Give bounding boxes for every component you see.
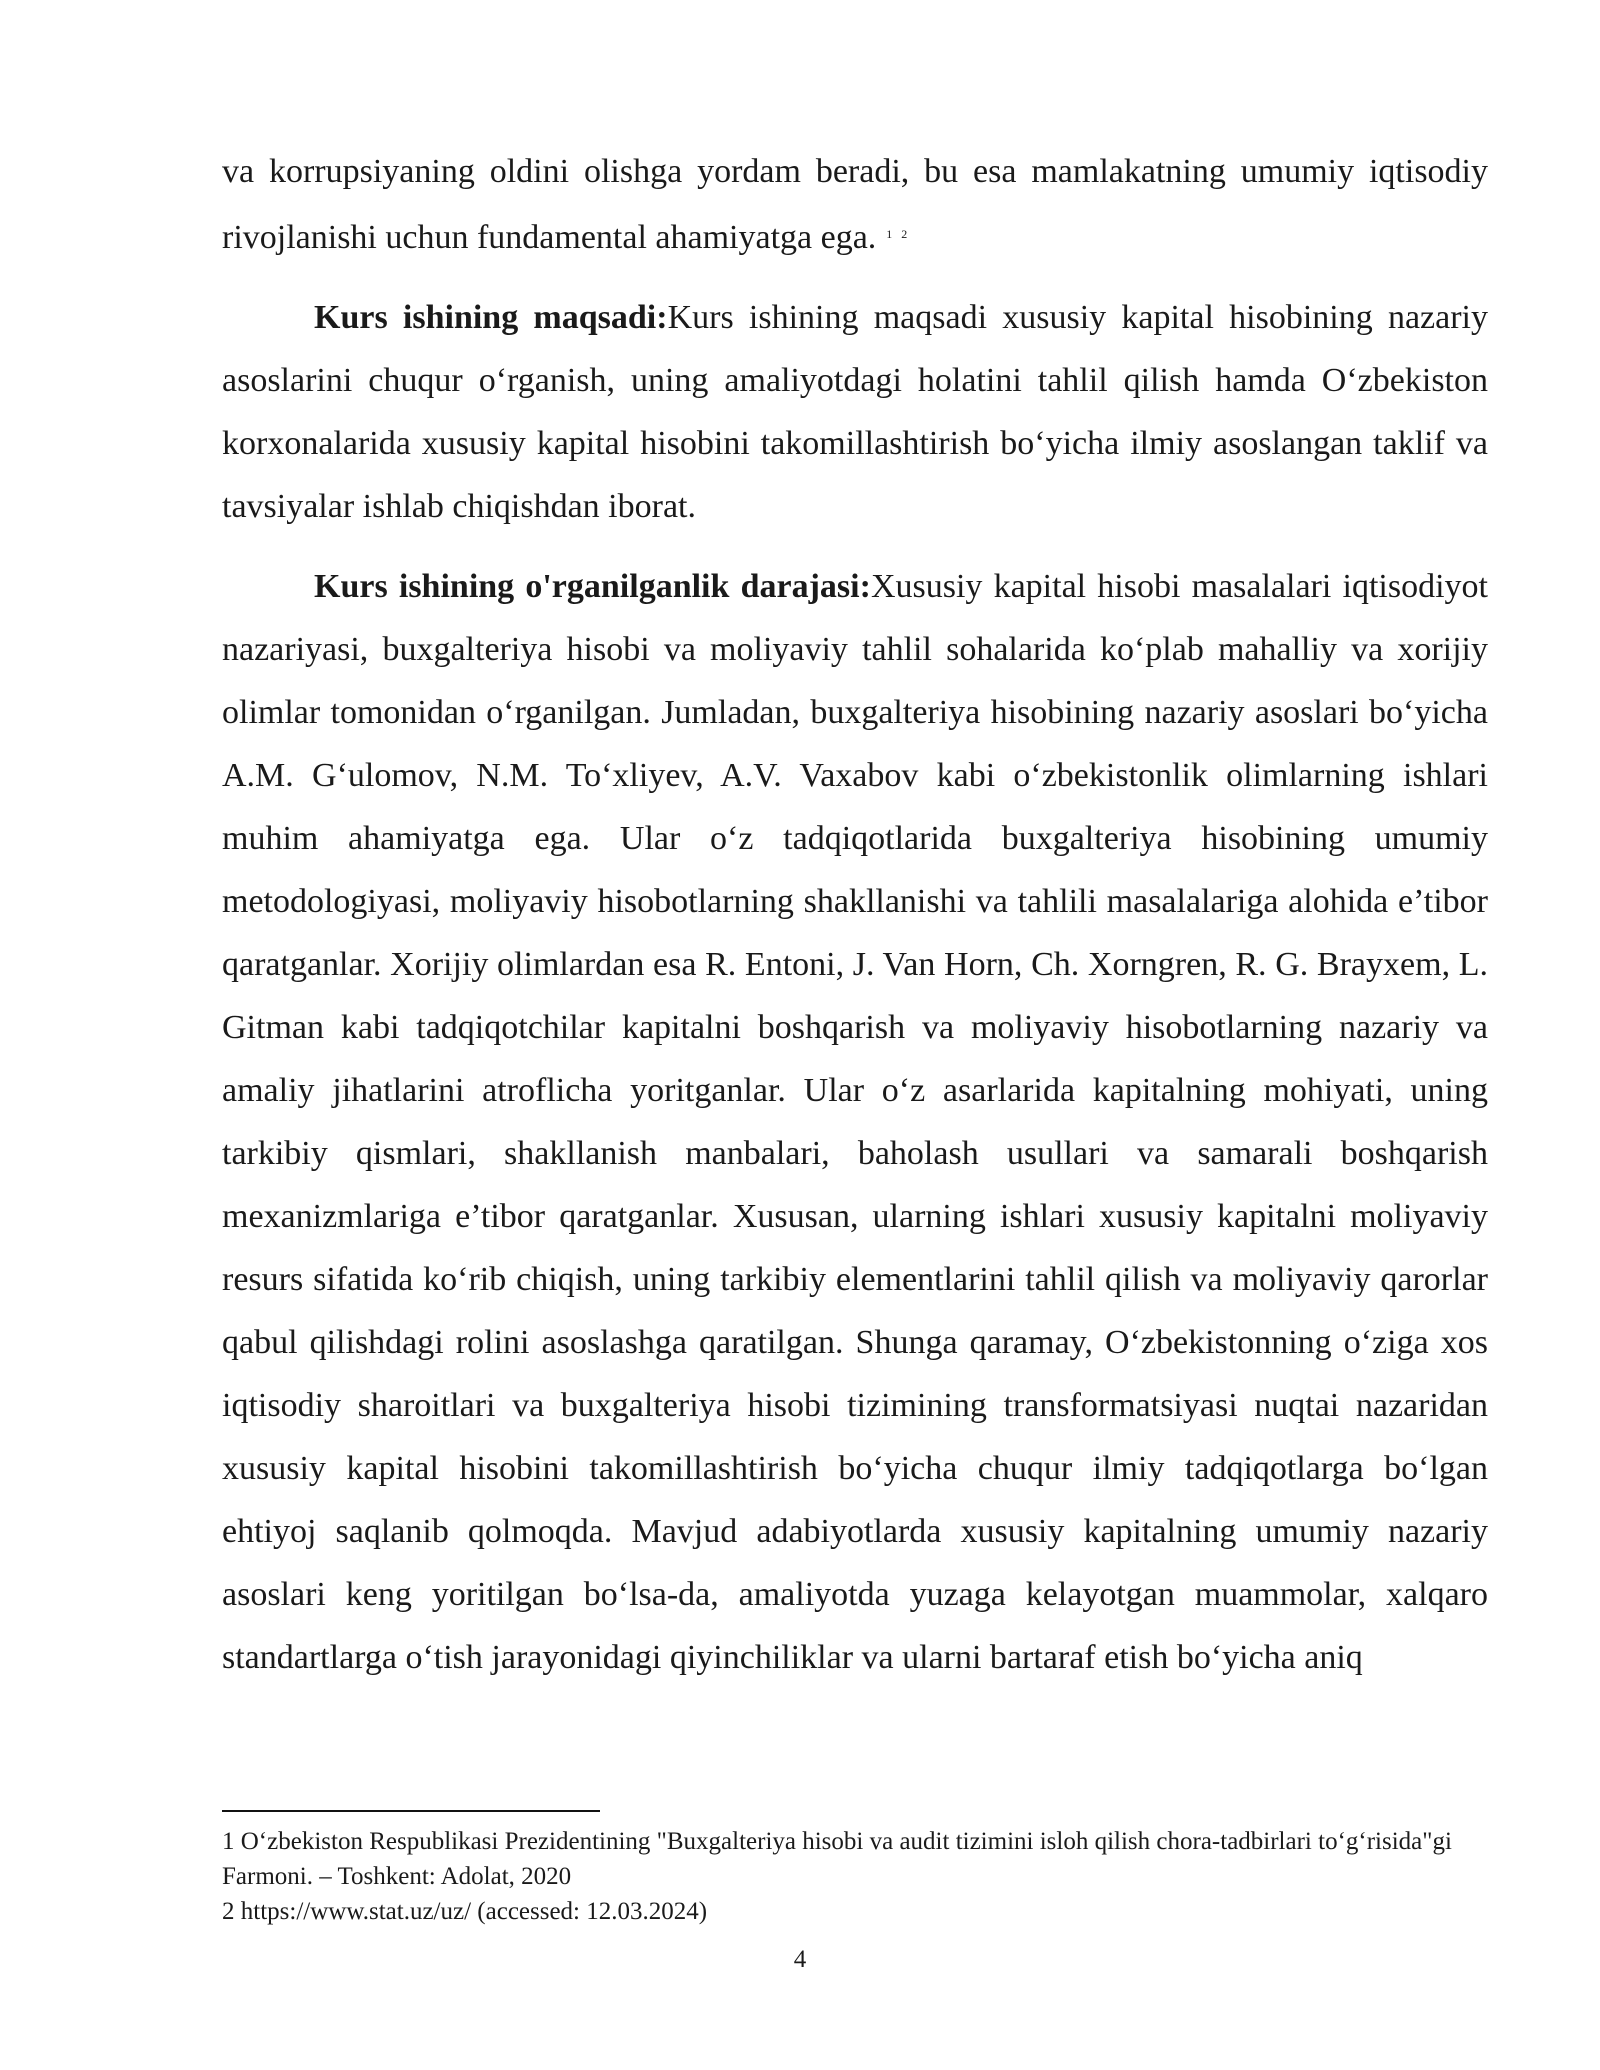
paragraph-text: va korrupsiyaning oldini olishga yordam beradi, bu esa mamlakatning umumiy iqtisodiy rivojlanishi uchun fundamental ahamiyatga ega.	[222, 153, 1488, 256]
goal-heading: Kurs ishining maqsadi:	[314, 299, 668, 336]
page-number: 4	[793, 1946, 807, 1973]
footnote-1: 1 O‘zbekiston Respublikasi Prezidentining "Buxgalteriya hisobi va audit tizimini isloh qilish chora-tadbirlari to‘g‘risida"gi Farmoni. – Toshkent: Adolat, 2020	[222, 1828, 1452, 1890]
footnote-2: 2 https://www.stat.uz/uz/ (accessed: 12.03.2024)	[222, 1898, 708, 1925]
paragraph-study-level	[222, 555, 1488, 1689]
goal-text: Kurs ishining maqsadi xususiy kapital hisobining nazariy asoslarini chuqur o‘rganish, uning amaliyotdagi holatini tahlil qilish hamda O‘zbekiston korxonalarida xususiy kapital hisobini takomillashtirish bo‘yicha ilmiy asoslangan taklif va tavsiyalar ishlab chiqishdan iborat.	[222, 299, 1488, 525]
study-level-heading: Kurs ishining o'rganilganlik darajasi:	[314, 568, 871, 605]
footnotes	[222, 1824, 1488, 1929]
footnote-separator	[222, 1810, 600, 1812]
footnote-references: 1 2	[886, 227, 911, 241]
study-level-text: Xususiy kapital hisobi masalalari iqtisodiyot nazariyasi, buxgalteriya hisobi va moliyaviy tahlil sohalarida ko‘plab mahalliy va xorijiy olimlar tomonidan o‘rganilgan. Jumladan, buxgalteriya hisobining nazariy asoslari bo‘yicha A.M. G‘ulomov, N.M. To‘xliyev, A.V. Vaxabov kabi o‘zbekistonlik olimlarning ishlari muhim ahamiyatga ega. Ular o‘z tadqiqotlarida buxgalteriya hisobining umumiy metodologiyasi, moliyaviy hisobotlarning shakllanishi va tahlili masalalariga alohida e’tibor qaratganlar. Xorijiy olimlardan esa R. Entoni, J. Van Horn, Ch. Xorngren, R. G. Brayxem, L. Gitman kabi tadqiqotchilar kapitalni boshqarish va moliyaviy hisobotlarning nazariy va amaliy jihatlarini atroflicha yoritganlar. Ular o‘z asarlarida kapitalning mohiyati, uning tarkibiy qismlari, shakllanish manbalari, baholash usullari va samarali boshqarish mexanizmlariga e’tibor qaratganlar. Xususan, ularning ishlari xususiy kapitalni moliyaviy resurs sifatida ko‘rib chiqish, uning tarkibiy elementlarini tahlil qilish va moliyaviy qarorlar qabul qilishdagi rolini asoslashga qaratilgan. Shunga qaramay, O‘zbekistonning o‘ziga xos iqtisodiy sharoitlari va buxgalteriya hisobi tizimining transformatsiyasi nuqtai nazaridan xususiy kapital hisobini takomillashtirish bo‘yicha chuqur ilmiy tadqiqotlarga bo‘lgan ehtiyoj saqlanib qolmoqda. Mavjud adabiyotlarda xususiy kapitalning umumiy nazariy asoslari keng yoritilgan bo‘lsa-da, amaliyotda yuzaga kelayotgan muammolar, xalqaro standartlarga o‘tish jarayonidagi qiyinchiliklar va ularni bartaraf etish bo‘yicha aniq	[222, 568, 1488, 1676]
paragraph-goal	[222, 286, 1488, 538]
document-body	[222, 140, 1488, 1689]
paragraph-continuation	[222, 140, 1488, 269]
